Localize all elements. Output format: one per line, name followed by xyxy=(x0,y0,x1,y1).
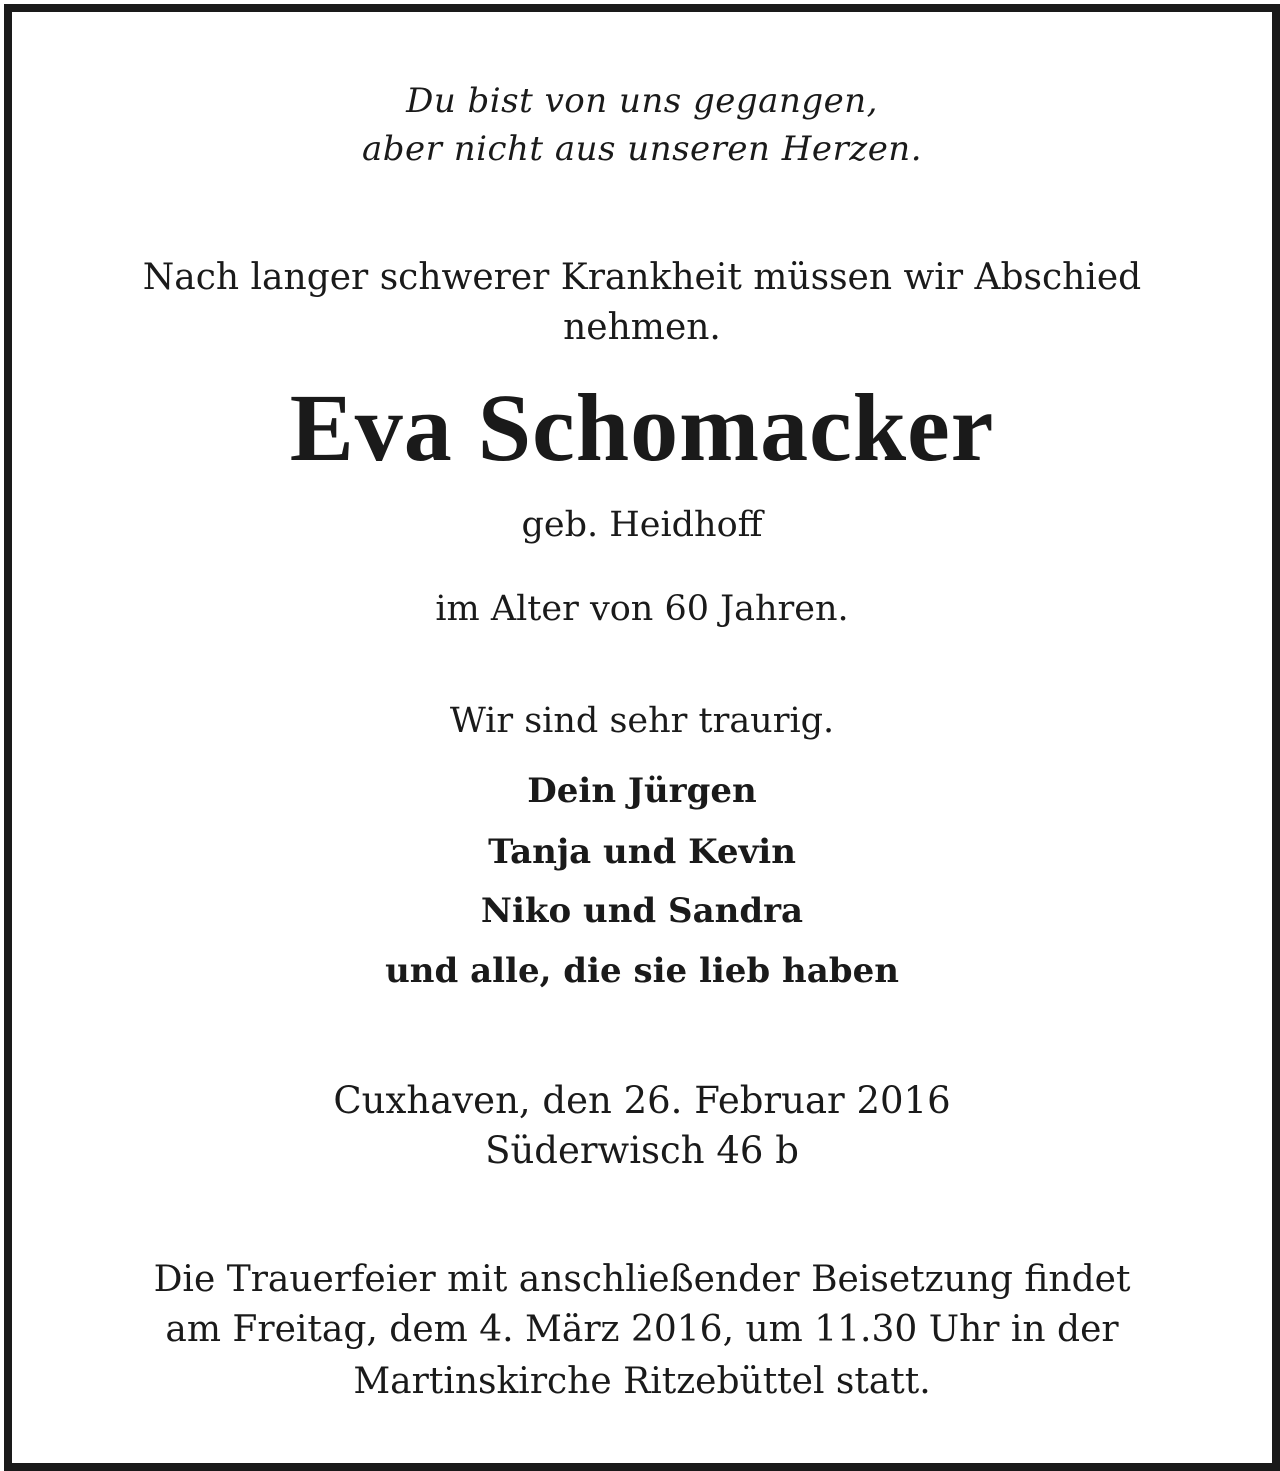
motto-line-2: aber nicht aus unseren Herzen. xyxy=(361,129,923,169)
ceremony-line-3: Martinskirche Ritzebüttel statt. xyxy=(353,1361,931,1402)
mourner-4: und alle, die sie lieb haben xyxy=(385,951,899,991)
age-text: im Alter von 60 Jahren. xyxy=(435,589,849,629)
mourner-3: Niko und Sandra xyxy=(480,891,804,931)
intro-line-1: Nach langer schwerer Krankheit müssen wir Abschied xyxy=(142,257,1142,298)
birth-name: geb. Heidhoff xyxy=(521,505,763,545)
sentiment-text: Wir sind sehr traurig. xyxy=(449,701,835,741)
address: Süderwisch 46 b xyxy=(485,1129,799,1172)
place-date: Cuxhaven, den 26. Februar 2016 xyxy=(333,1079,951,1122)
mourner-2: Tanja und Kevin xyxy=(488,832,796,872)
deceased-name: Eva Schomacker xyxy=(289,374,995,481)
intro-line-2: nehmen. xyxy=(563,307,721,348)
ceremony-line-1: Die Trauerfeier mit anschließender Beisetzung findet xyxy=(153,1259,1131,1300)
ceremony-line-2: am Freitag, dem 4. März 2016, um 11.30 Uhr in der xyxy=(165,1309,1119,1350)
motto-line-1: Du bist von uns gegangen, xyxy=(406,81,878,121)
notice-frame xyxy=(4,4,1280,1471)
mourner-1: Dein Jürgen xyxy=(527,771,757,811)
